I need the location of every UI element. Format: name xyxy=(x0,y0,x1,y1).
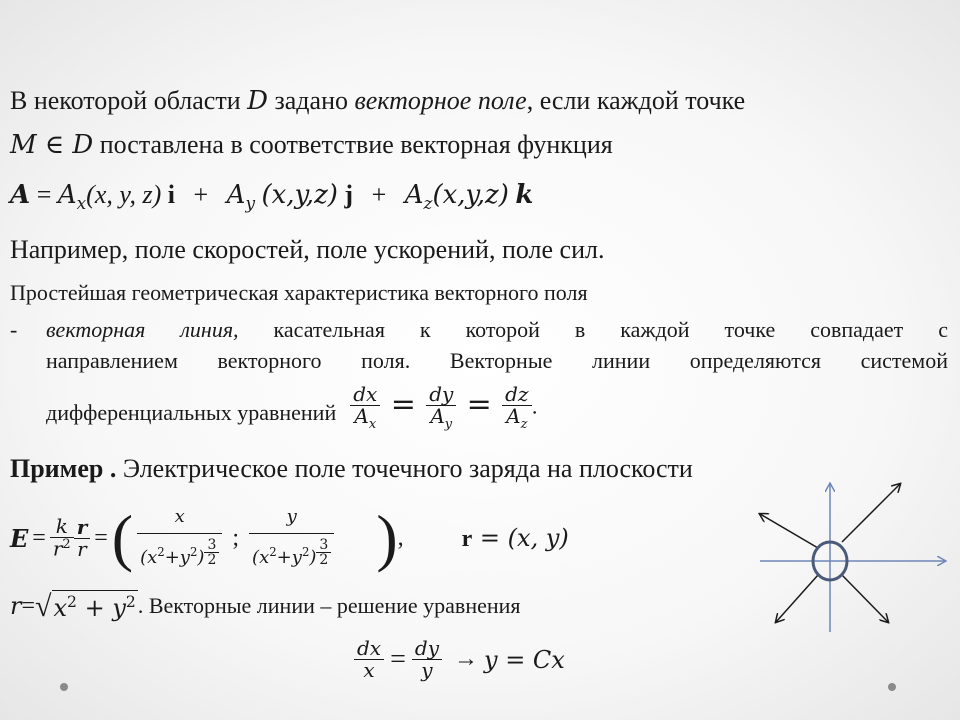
math-E: E xyxy=(10,523,29,553)
radicand xyxy=(52,590,138,622)
semicolon: ; xyxy=(232,524,240,551)
numerator: dx xyxy=(354,638,384,660)
examples-line: Например, поле скоростей, поле ускорений, поле сил. xyxy=(10,235,605,264)
slide-dot-right xyxy=(888,683,896,691)
text: . Векторные линии – решение уравнения xyxy=(137,593,521,618)
bullet-marker: - xyxy=(10,317,18,342)
math-D: D xyxy=(247,86,268,116)
math-eq: = xyxy=(94,524,108,551)
field-line-ne xyxy=(842,484,900,542)
subscript: y xyxy=(444,417,453,433)
bullet-line-2: направлением векторного поля. Векторные линии определяются системой xyxy=(46,348,948,373)
text: , если каждой точке xyxy=(526,86,746,115)
fraction-dx-Ax xyxy=(350,384,380,432)
numerator: dy xyxy=(412,638,442,660)
denominator: x xyxy=(363,658,375,682)
point-charge-field-diagram xyxy=(740,470,955,640)
numerator: 3 xyxy=(316,538,331,554)
math-eq: = xyxy=(390,643,406,675)
fraction-dx-x xyxy=(354,638,384,681)
example-title xyxy=(10,454,693,484)
math-eq: = xyxy=(30,180,58,209)
text: В некоторой области xyxy=(10,86,248,115)
arrow: → xyxy=(454,646,478,672)
math-sub-x: x xyxy=(76,193,87,214)
fraction-y xyxy=(249,505,334,569)
math-M-in-D: M ∈ D xyxy=(10,130,94,160)
subscript: x xyxy=(368,417,377,433)
exponent: 2 xyxy=(125,593,136,611)
term: + y xyxy=(76,594,126,622)
denominator: 2 xyxy=(319,552,329,569)
math-y-Cx: y = Cx xyxy=(484,645,565,674)
math-args: (x, y, z) xyxy=(86,180,162,209)
comma: , xyxy=(397,524,404,551)
numerator: y xyxy=(249,508,334,534)
field-line-sw xyxy=(776,575,818,622)
term-vector-line: векторная линия, xyxy=(46,317,239,342)
denominator-A: A xyxy=(430,404,445,429)
math-args: (x,y,z) xyxy=(432,180,509,210)
denominator xyxy=(502,406,531,432)
math-plus: + xyxy=(193,180,209,209)
E-formula xyxy=(10,498,569,578)
math-A: A xyxy=(10,180,31,210)
text: поставлена в соответствие векторная функция xyxy=(93,130,613,159)
subscript: z xyxy=(520,417,528,433)
math-args: (x,y,z) xyxy=(261,180,338,210)
math-eq: = xyxy=(21,592,36,619)
denominator: $(x^2+y^2)$ $^{\frac{3}{2}}$ xyxy=(137,534,222,568)
example-label: Пример . xyxy=(10,454,117,483)
field-line-nw xyxy=(760,514,818,548)
numerator: k xyxy=(50,516,74,538)
fraction-x xyxy=(137,505,222,569)
exponent: 2 xyxy=(67,593,77,611)
math-k: k xyxy=(515,180,534,210)
term: x xyxy=(53,594,68,622)
term: +y xyxy=(276,546,302,568)
vector-function-formula xyxy=(10,180,533,213)
numerator: r xyxy=(74,517,91,539)
diff-eq-system xyxy=(350,384,538,432)
numerator: dx xyxy=(350,384,380,406)
definition-line-1 xyxy=(10,86,745,116)
math-eq: = xyxy=(466,386,492,422)
numerator: dy xyxy=(426,384,456,406)
final-equation xyxy=(354,638,565,681)
text: дифференциальных уравнений xyxy=(46,400,337,425)
math-r: r xyxy=(461,525,473,552)
math-Az: A xyxy=(404,180,424,210)
math-sub-z: z xyxy=(423,193,433,214)
numerator: dz xyxy=(502,384,531,406)
math-i: i xyxy=(161,180,175,209)
math-plus: + xyxy=(371,180,387,209)
fraction-dy-Ay xyxy=(426,384,456,432)
denominator-r: r xyxy=(52,536,63,561)
term-vector-field: векторное поле xyxy=(354,86,527,115)
denominator xyxy=(50,538,74,560)
exponent: 2 xyxy=(62,537,71,553)
denominator-A: A xyxy=(506,404,521,429)
math-eq: = xyxy=(32,524,46,551)
term: ) xyxy=(309,546,317,568)
fraction-dy-y xyxy=(412,638,442,681)
math-j: j xyxy=(337,180,354,209)
denominator: 2 xyxy=(207,552,217,569)
field-line-se xyxy=(842,575,888,622)
math-Ay: A xyxy=(226,180,246,210)
math-sub-y: y xyxy=(245,193,255,214)
math-r-def: = (x, y) xyxy=(472,523,569,552)
right-paren: ) xyxy=(376,502,398,573)
term: +y xyxy=(164,546,190,568)
exponent-3-2 xyxy=(316,538,331,568)
radical-sign: √ xyxy=(35,590,52,623)
left-paren: ( xyxy=(111,502,134,573)
math-eq: = xyxy=(390,386,416,422)
text: Электрическое поле точечного заряда на плоскости xyxy=(116,454,693,483)
r-definition xyxy=(462,524,569,553)
fraction-r-r xyxy=(74,514,91,561)
numerator: 3 xyxy=(204,538,219,554)
math-Ax: A xyxy=(57,180,77,210)
period: . xyxy=(531,394,538,419)
numerator: x xyxy=(137,508,222,534)
term: (x xyxy=(252,546,270,568)
denominator xyxy=(350,406,380,432)
fraction-dz-Az xyxy=(502,384,531,432)
definition-line-2 xyxy=(10,130,613,160)
exponent-3-2 xyxy=(204,538,219,568)
bullet-line-3 xyxy=(46,378,538,438)
denominator xyxy=(426,406,456,432)
square-root xyxy=(35,590,138,622)
bullet-line-1 xyxy=(46,317,948,343)
r-modulus-line xyxy=(10,590,521,622)
term: (x xyxy=(140,546,158,568)
text: задано xyxy=(267,86,355,115)
fraction-k-r2 xyxy=(50,516,74,560)
term: ) xyxy=(197,546,205,568)
simplest-characteristic: Простейшая геометрическая характеристика векторного поля xyxy=(10,280,588,305)
denominator: r xyxy=(77,536,87,561)
denominator-A: A xyxy=(354,404,369,429)
text: касательная к которой в каждой точке совпадает с xyxy=(238,317,949,342)
math-r: r xyxy=(10,592,22,620)
denominator: $(x^2+y^2)$ $^{\frac{3}{2}}$ xyxy=(249,534,334,568)
denominator: y xyxy=(421,658,433,682)
slide-dot-left xyxy=(60,683,68,691)
